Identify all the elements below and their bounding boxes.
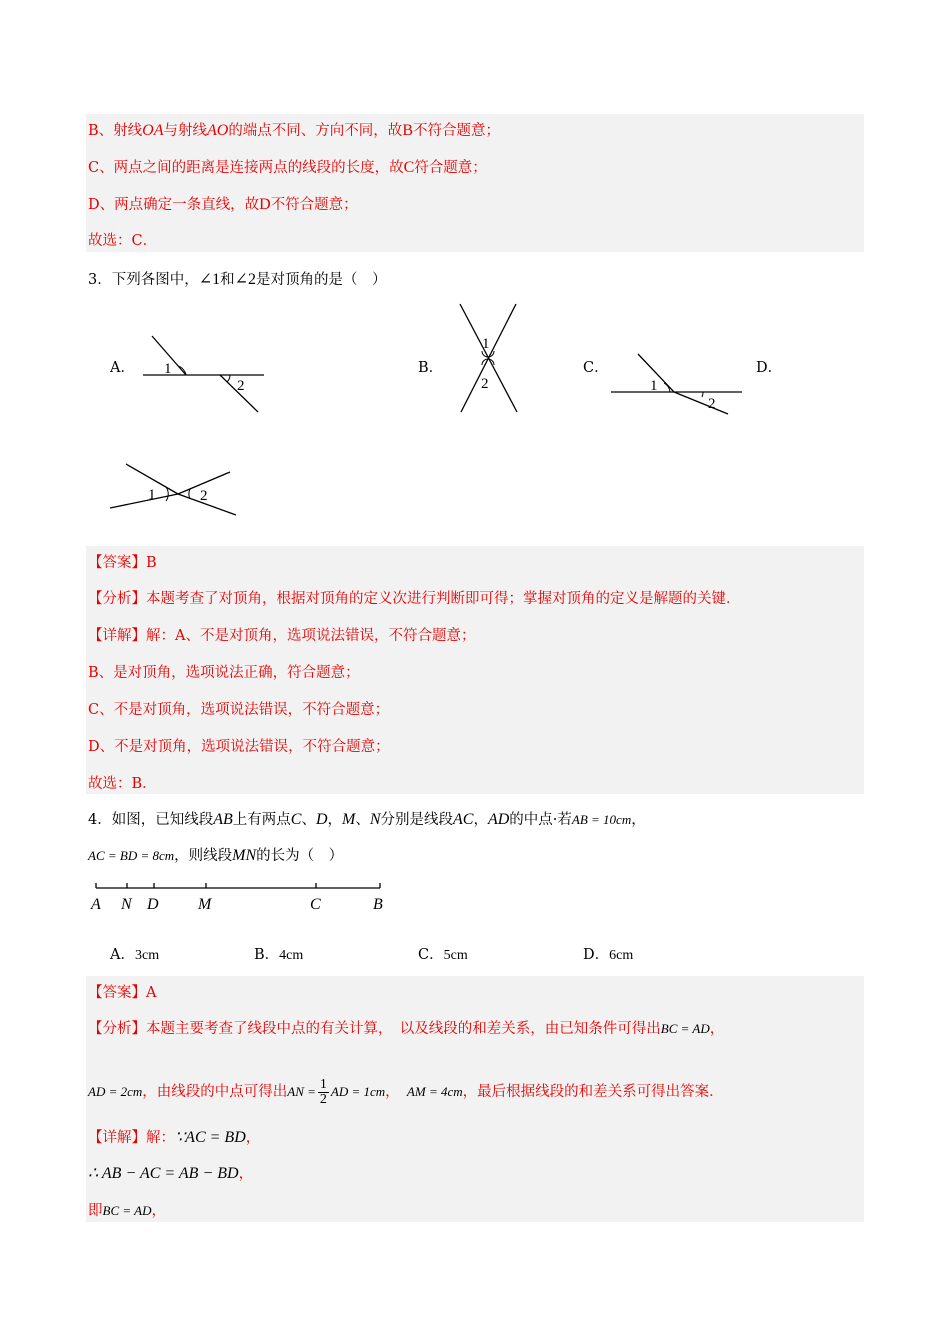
q3-detail-c: C、不是对顶角，选项说法错误，不符合题意；	[88, 702, 390, 718]
q4-stem-line1: 4．如图，已知线段AB上有两点C、D，M、N分别是线段AC，AD的中点·若AB = 10cm，	[88, 811, 646, 828]
q4-option-d: D．6cm	[583, 947, 634, 963]
q3-option-c-label: C．	[583, 360, 609, 376]
q3-detail-b: B、是对顶角，选项说法正确，符合题意；	[88, 665, 360, 681]
q3-d-label-1: 1	[148, 487, 156, 503]
q3-option-b-label: B．	[418, 360, 444, 376]
q4-fig-label-b: B	[373, 896, 383, 913]
q3-c-label-2: 2	[708, 396, 716, 412]
q4-detail-line3: 即BC = AD，	[88, 1203, 166, 1219]
q4-fig-label-m: M	[198, 896, 212, 913]
q4-option-a: A．3cm	[110, 947, 160, 963]
q3-d-label-2: 2	[200, 488, 208, 504]
q4-stem-line2: AC = BD = 8cm，则线段MN的长为（ ）	[88, 847, 344, 864]
q3-figure-b	[455, 300, 525, 416]
q3-option-a-label: A．	[110, 360, 135, 376]
q4-fig-label-n: N	[121, 896, 132, 913]
q3-stem: 3．下列各图中，∠1和∠2是对顶角的是（ ）	[88, 271, 387, 288]
q4-analysis-line1: 【分析】本题主要考查了线段中点的有关计算， 以及线段的和差关系，由已知条件可得出BC = AD，	[88, 1021, 725, 1037]
q3-b-label-1: 1	[482, 336, 490, 352]
q3-b-label-2: 2	[481, 376, 489, 392]
q3-figure-c	[606, 348, 746, 418]
q2-choice: 故选：C．	[88, 233, 158, 249]
q2-option-b-explanation: B、射线OA与射线AO的端点不同、方向不同，故B不符合题意；	[88, 122, 500, 139]
q4-fig-label-d: D	[147, 896, 159, 913]
q4-fraction-half: $\frac{1}{2}$	[319, 1076, 327, 1107]
q3-a-label-1: 1	[164, 361, 172, 377]
q4-segment-figure	[86, 876, 396, 916]
q2-option-d-explanation: D、两点确定一条直线，故D不符合题意；	[88, 196, 358, 213]
q4-detail-line1: 【详解】解：∵AC = BD，	[88, 1129, 261, 1146]
q3-answer: 【答案】B	[88, 555, 157, 571]
q4-option-c: C．5cm	[418, 947, 468, 963]
q4-fig-label-c: C	[310, 896, 321, 913]
q3-a-label-2: 2	[237, 378, 245, 394]
q3-detail-d: D、不是对顶角，选项说法错误，不符合题意；	[88, 739, 390, 755]
q3-choice: 故选：B．	[88, 776, 157, 792]
q3-detail-a: 【详解】解：A、不是对顶角，选项说法错误，不符合题意；	[88, 628, 476, 644]
q4-option-b: B．4cm	[254, 947, 304, 963]
q3-figure-a	[138, 330, 268, 416]
q3-option-d-label: D．	[756, 360, 783, 376]
q3-figure-d	[106, 458, 246, 520]
q4-fig-label-a: A	[91, 896, 101, 913]
q4-detail-line2: ∴ AB − AC = AB − BD，	[88, 1165, 254, 1182]
q3-c-label-1: 1	[650, 378, 658, 394]
q4-analysis-line2: AD = 2cm，由线段的中点可得出AN = $\frac{1}{2}$ AD = 1cm， AM = 4cm，最后根据线段的和差关系可得出答案．	[88, 1076, 724, 1107]
q4-answer: 【答案】A	[88, 985, 157, 1001]
q2-option-c-explanation: C、两点之间的距离是连接两点的线段的长度，故C符合题意；	[88, 159, 487, 176]
q3-analysis: 【分析】本题考查了对顶角，根据对顶角的定义次进行判断即可得；掌握对顶角的定义是解题的关键．	[88, 591, 741, 607]
